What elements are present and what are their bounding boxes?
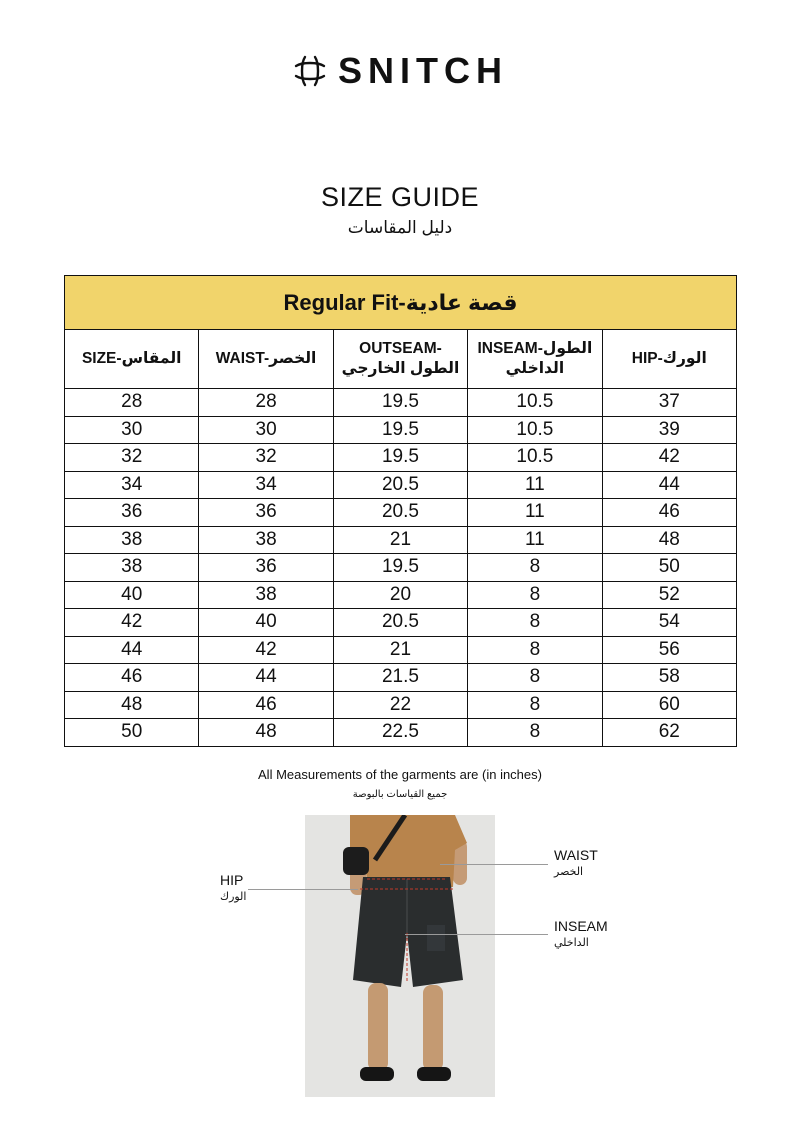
table-cell: 40 (199, 609, 333, 637)
table-row (65, 554, 737, 582)
table-cell: 20 (333, 581, 467, 609)
table-cell: 44 (602, 471, 736, 499)
table-cell: 28 (199, 389, 333, 417)
table-cell: 20.5 (333, 609, 467, 637)
table-cell: 20.5 (333, 499, 467, 527)
measurement-note: All Measurements of the garments are (in inches) (258, 767, 542, 782)
column-header-size (65, 330, 199, 389)
table-cell: 42 (199, 636, 333, 664)
hip-guide-line (248, 889, 358, 890)
column-header-inseam (468, 330, 602, 389)
table-cell: 8 (468, 581, 602, 609)
table-cell: 36 (65, 499, 199, 527)
measurement-note-arabic: جميع القياسات بالبوصة (352, 789, 448, 800)
column-header-line1: SIZE-المقاس (81, 350, 182, 367)
waist-label-text: WAIST (554, 847, 598, 863)
size-table (64, 275, 737, 747)
table-cell: 11 (468, 526, 602, 554)
table-row (65, 609, 737, 637)
table-row (65, 471, 737, 499)
table-cell: 10.5 (468, 389, 602, 417)
table-cell: 34 (65, 471, 199, 499)
table-row (65, 389, 737, 417)
table-cell: 38 (65, 554, 199, 582)
table-cell: 8 (468, 719, 602, 747)
table-cell: 10.5 (468, 444, 602, 472)
column-header-line1: HIP-الورك (631, 350, 707, 367)
table-cell: 22 (333, 691, 467, 719)
table-row (65, 581, 737, 609)
table-cell: 20.5 (333, 471, 467, 499)
table-cell: 8 (468, 691, 602, 719)
model-illustration (305, 815, 495, 1097)
table-cell: 46 (602, 499, 736, 527)
column-header-row (65, 330, 737, 389)
table-cell: 28 (65, 389, 199, 417)
table-cell: 21 (333, 636, 467, 664)
column-header-line2: الطول الخارجي (341, 360, 460, 377)
table-cell: 10.5 (468, 416, 602, 444)
table-cell: 48 (199, 719, 333, 747)
table-cell: 21 (333, 526, 467, 554)
table-cell: 32 (65, 444, 199, 472)
hip-label-text: HIP (220, 872, 244, 888)
table-cell: 38 (65, 526, 199, 554)
table-cell: 8 (468, 609, 602, 637)
table-cell: 58 (602, 664, 736, 692)
table-row (65, 636, 737, 664)
table-cell: 42 (602, 444, 736, 472)
table-cell: 40 (65, 581, 199, 609)
column-header-line1: WAIST-الخصر (215, 350, 317, 367)
table-row (65, 526, 737, 554)
table-cell: 56 (602, 636, 736, 664)
waist-guide-line (440, 864, 548, 865)
table-cell: 30 (65, 416, 199, 444)
table-cell: 22.5 (333, 719, 467, 747)
table-cell: 19.5 (333, 554, 467, 582)
page-subtitle-arabic: دليل المقاسات (347, 218, 453, 237)
inseam-label-text: INSEAM (554, 918, 608, 934)
column-header-waist (199, 330, 333, 389)
table-cell: 19.5 (333, 389, 467, 417)
table-cell: 62 (602, 719, 736, 747)
table-row (65, 664, 737, 692)
table-cell: 36 (199, 499, 333, 527)
column-header-line2: الداخلي (505, 360, 565, 377)
table-cell: 44 (65, 636, 199, 664)
table-cell: 46 (65, 664, 199, 692)
table-cell: 54 (602, 609, 736, 637)
fit-label: Regular Fit-قصة عادية (65, 276, 737, 330)
table-cell: 37 (602, 389, 736, 417)
table-cell: 52 (602, 581, 736, 609)
table-cell: 19.5 (333, 444, 467, 472)
fit-header-row (65, 276, 737, 330)
table-cell: 8 (468, 664, 602, 692)
table-cell: 32 (199, 444, 333, 472)
brand-name: SNITCH (338, 50, 508, 91)
table-cell: 36 (199, 554, 333, 582)
table-cell: 46 (199, 691, 333, 719)
waist-label-arabic: الخصر (554, 866, 584, 878)
table-cell: 60 (602, 691, 736, 719)
table-row (65, 444, 737, 472)
table-cell: 50 (65, 719, 199, 747)
table-cell: 34 (199, 471, 333, 499)
inseam-guide-line (405, 934, 548, 935)
brand-header (0, 50, 800, 92)
table-cell: 48 (602, 526, 736, 554)
table-cell: 8 (468, 554, 602, 582)
page-title: SIZE GUIDE (320, 182, 480, 212)
table-cell: 30 (199, 416, 333, 444)
table-cell: 50 (602, 554, 736, 582)
column-header-line1: INSEAM-الطول (477, 340, 593, 357)
column-header-hip (602, 330, 736, 389)
table-cell: 8 (468, 636, 602, 664)
inseam-label (554, 918, 608, 949)
table-cell: 39 (602, 416, 736, 444)
grid-knot-logo-icon (292, 53, 328, 89)
table-cell: 48 (65, 691, 199, 719)
table-cell: 19.5 (333, 416, 467, 444)
table-cell: 38 (199, 526, 333, 554)
table-cell: 11 (468, 471, 602, 499)
hip-label-arabic: الورك (220, 891, 247, 903)
column-header-outseam (333, 330, 467, 389)
model-photo (305, 815, 495, 1097)
inseam-label-arabic: الداخلي (554, 937, 589, 949)
waist-label (554, 847, 598, 878)
table-row (65, 416, 737, 444)
table-cell: 11 (468, 499, 602, 527)
table-row (65, 691, 737, 719)
table-cell: 38 (199, 581, 333, 609)
column-header-line1: OUTSEAM- (359, 340, 442, 357)
table-row (65, 719, 737, 747)
table-cell: 21.5 (333, 664, 467, 692)
size-table-body (65, 389, 737, 747)
table-cell: 44 (199, 664, 333, 692)
table-row (65, 499, 737, 527)
hip-label (220, 872, 246, 903)
table-cell: 42 (65, 609, 199, 637)
